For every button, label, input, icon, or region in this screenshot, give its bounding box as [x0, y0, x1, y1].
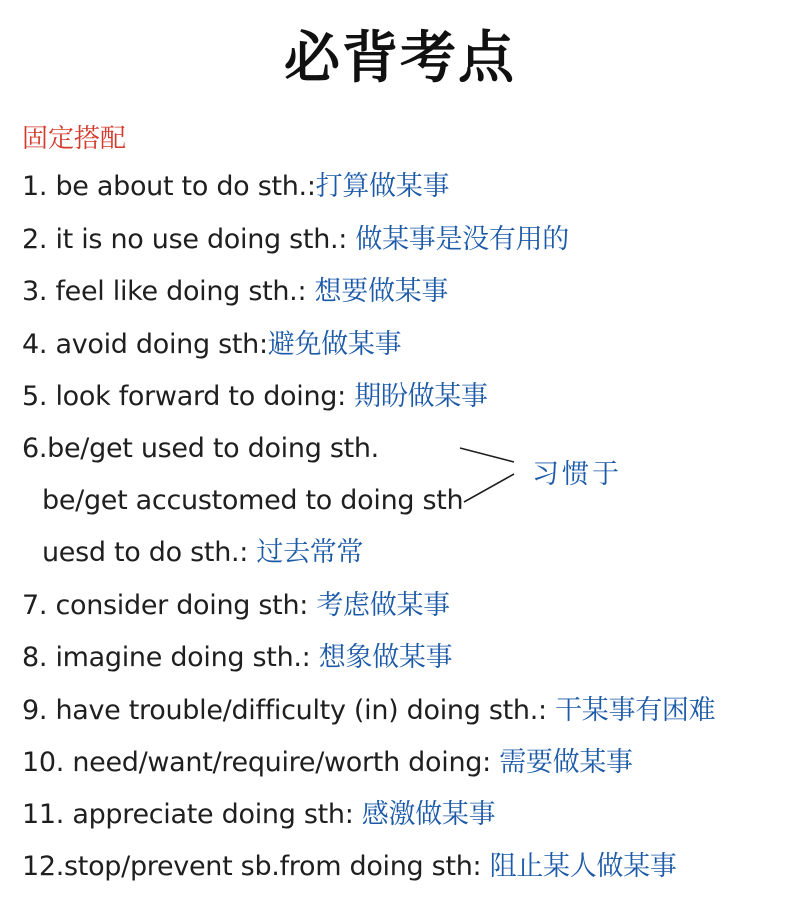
phrase-chinese: 干某事有困难: [555, 695, 716, 726]
phrase-english: 7. consider doing sth:: [22, 590, 317, 621]
phrase-english: 1. be about to do sth.:: [22, 171, 316, 202]
list-item: [22, 798, 495, 832]
phrase-chinese: 过去常常: [256, 537, 364, 568]
phrase-chinese: 想要做某事: [314, 276, 449, 307]
phrase-chinese: 做某事是没有用的: [355, 224, 569, 255]
bracket-line-upper: [460, 448, 514, 462]
phrase-chinese: 需要做某事: [499, 747, 633, 778]
phrase-english: 8. imagine doing sth.:: [22, 642, 319, 673]
list-item: [22, 328, 401, 362]
phrase-chinese: 期盼做某事: [354, 381, 488, 412]
list-item: [42, 536, 363, 570]
list-item: [22, 746, 633, 780]
bracket-label: 习惯于: [532, 459, 622, 490]
phrase-chinese: 考虑做某事: [316, 590, 450, 621]
page-title: 必背考点: [284, 26, 516, 91]
section-heading: 固定搭配: [22, 124, 127, 154]
phrase-english: 4. avoid doing sth:: [22, 329, 268, 360]
list-item: [42, 484, 463, 518]
list-item: [22, 850, 677, 884]
phrase-english: 6.be/get used to doing sth.: [22, 433, 379, 464]
phrase-english: 11. appreciate doing sth:: [22, 799, 362, 830]
phrase-chinese: 打算做某事: [315, 171, 450, 202]
phrase-chinese: 想象做某事: [318, 642, 453, 673]
phrase-chinese: 避免做某事: [267, 329, 402, 360]
phrase-english: 3. feel like doing sth.:: [22, 276, 315, 307]
list-item: [22, 589, 450, 623]
list-item: [22, 432, 379, 466]
phrase-english: be/get accustomed to doing sth: [42, 485, 464, 516]
list-item: [22, 170, 449, 204]
phrase-english: 10. need/want/require/worth doing:: [22, 747, 500, 778]
list-item: [22, 223, 569, 257]
list-item: [22, 694, 715, 728]
bracket-line-lower: [464, 474, 514, 502]
list-item: [22, 275, 448, 309]
list-item: [22, 641, 452, 675]
phrase-chinese: 阻止某人做某事: [489, 851, 677, 882]
phrase-english: 9. have trouble/difficulty (in) doing sth.:: [22, 695, 556, 726]
list-item: [22, 380, 488, 414]
phrase-english: 12.stop/prevent sb.from doing sth:: [22, 851, 490, 882]
phrase-english: 5. look forward to doing:: [22, 381, 355, 412]
bracket-lines: [456, 440, 526, 510]
phrase-english: 2. it is no use doing sth.:: [22, 224, 356, 255]
phrase-english: uesd to do sth.:: [42, 537, 257, 568]
phrase-chinese: 感激做某事: [361, 799, 496, 830]
